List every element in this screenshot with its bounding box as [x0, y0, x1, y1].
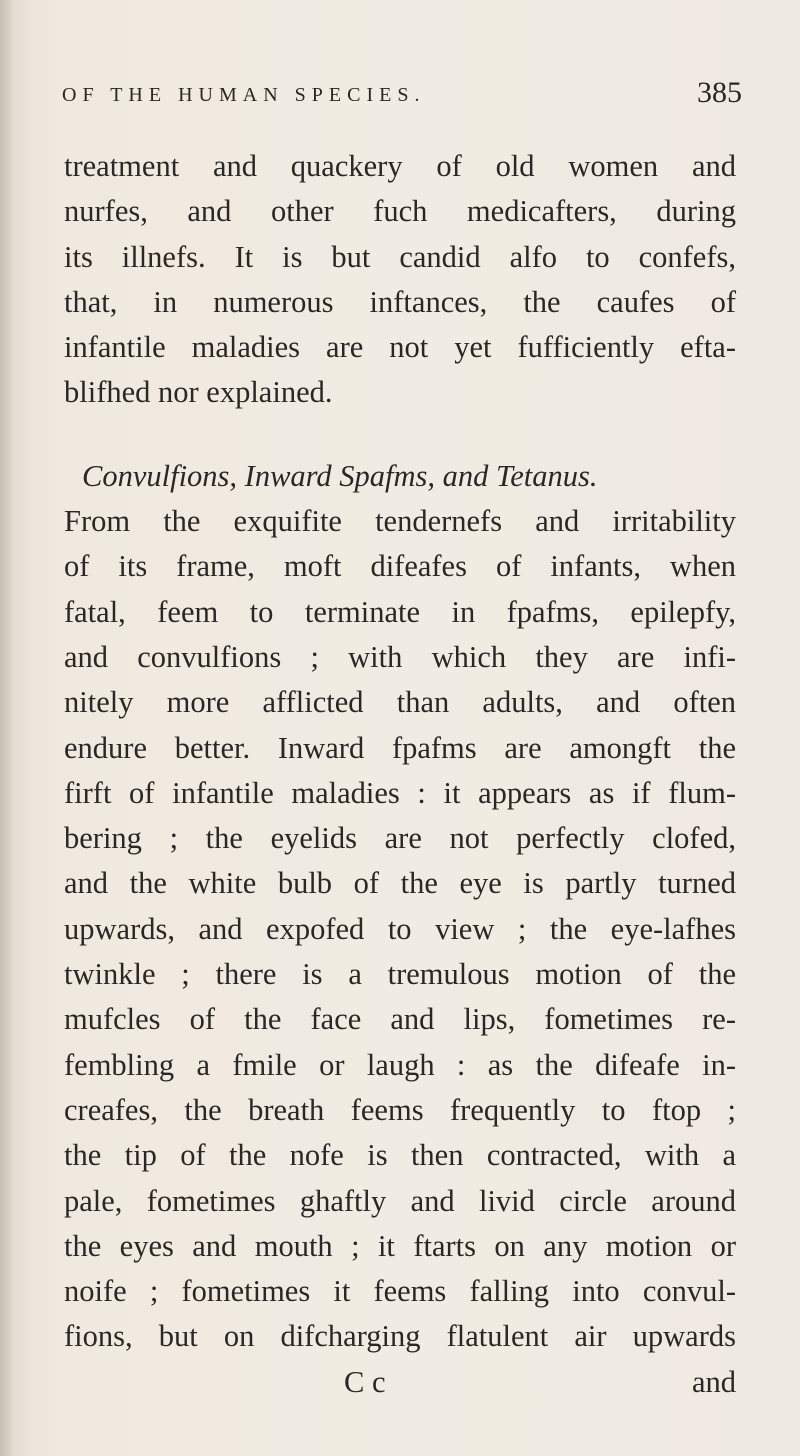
- text-line: fatal, feem to terminate in fpafms, epilepfy,: [64, 594, 736, 629]
- text-line: nitely more afflicted than adults, and often: [64, 685, 736, 720]
- signature-mark: C c: [344, 1364, 386, 1399]
- catchword: and: [691, 1364, 736, 1399]
- page-footer: [64, 1360, 736, 1405]
- text-line: fembling a fmile or laugh : as the difeafe in-: [64, 1047, 736, 1082]
- text-line: bering ; the eyelids are not perfectly clofed,: [64, 821, 736, 856]
- text-line: that, in numerous inftances, the caufes of: [64, 284, 736, 319]
- section-heading-line: [64, 454, 736, 499]
- text-line: nurfes, and other fuch medicafters, during: [64, 194, 736, 229]
- text-line: endure better. Inward fpafms are amongft the: [64, 730, 736, 765]
- text-line: infantile maladies are not yet fufficiently efta-: [64, 330, 736, 365]
- text-line: and the white bulb of the eye is partly turned: [64, 866, 736, 901]
- text-line: the eyes and mouth ; it ftarts on any motion or: [64, 1228, 736, 1263]
- text-line: treatment and quackery of old women and: [64, 149, 736, 183]
- paragraph-1: [64, 144, 736, 416]
- text-line: creafes, the breath feems frequently to ftop ;: [64, 1092, 736, 1127]
- running-head-title: OF THE HUMAN SPECIES.: [62, 84, 426, 106]
- text-line: firft of infantile maladies : it appears as if flum-: [64, 775, 736, 810]
- text-line: of its frame, moft difeafes of infants, when: [64, 549, 736, 584]
- text-line: mufcles of the face and lips, fometimes re-: [64, 1002, 736, 1037]
- section-heading: Convulfions, Inward Spafms, and Tetanus.: [82, 458, 598, 493]
- text-line: upwards, and expofed to view ; the eye-lafhes: [64, 911, 736, 946]
- text-line: blifhed nor explained.: [64, 375, 333, 410]
- text-line: and convulfions ; with which they are infi-: [64, 639, 736, 674]
- text-line: pale, fometimes ghaftly and livid circle around: [64, 1183, 736, 1218]
- page-body: [64, 144, 736, 1405]
- text-line: fions, but on difcharging flatulent air upwards: [64, 1319, 736, 1354]
- text-line: the tip of the nofe is then contracted, with a: [64, 1138, 736, 1173]
- text-line: From the exquifite tendernefs and irritability: [64, 504, 736, 539]
- text-line: twinkle ; there is a tremulous motion of the: [64, 957, 736, 992]
- text-line: its illnefs. It is but candid alfo to confefs,: [64, 239, 736, 274]
- paragraph-gap: [64, 416, 736, 454]
- page-gutter-shadow: [0, 0, 14, 1456]
- page-number: 385: [697, 76, 742, 109]
- text-line: noife ; fometimes it feems falling into convul-: [64, 1274, 736, 1309]
- paragraph-2: [64, 454, 736, 1360]
- running-head: [62, 76, 742, 116]
